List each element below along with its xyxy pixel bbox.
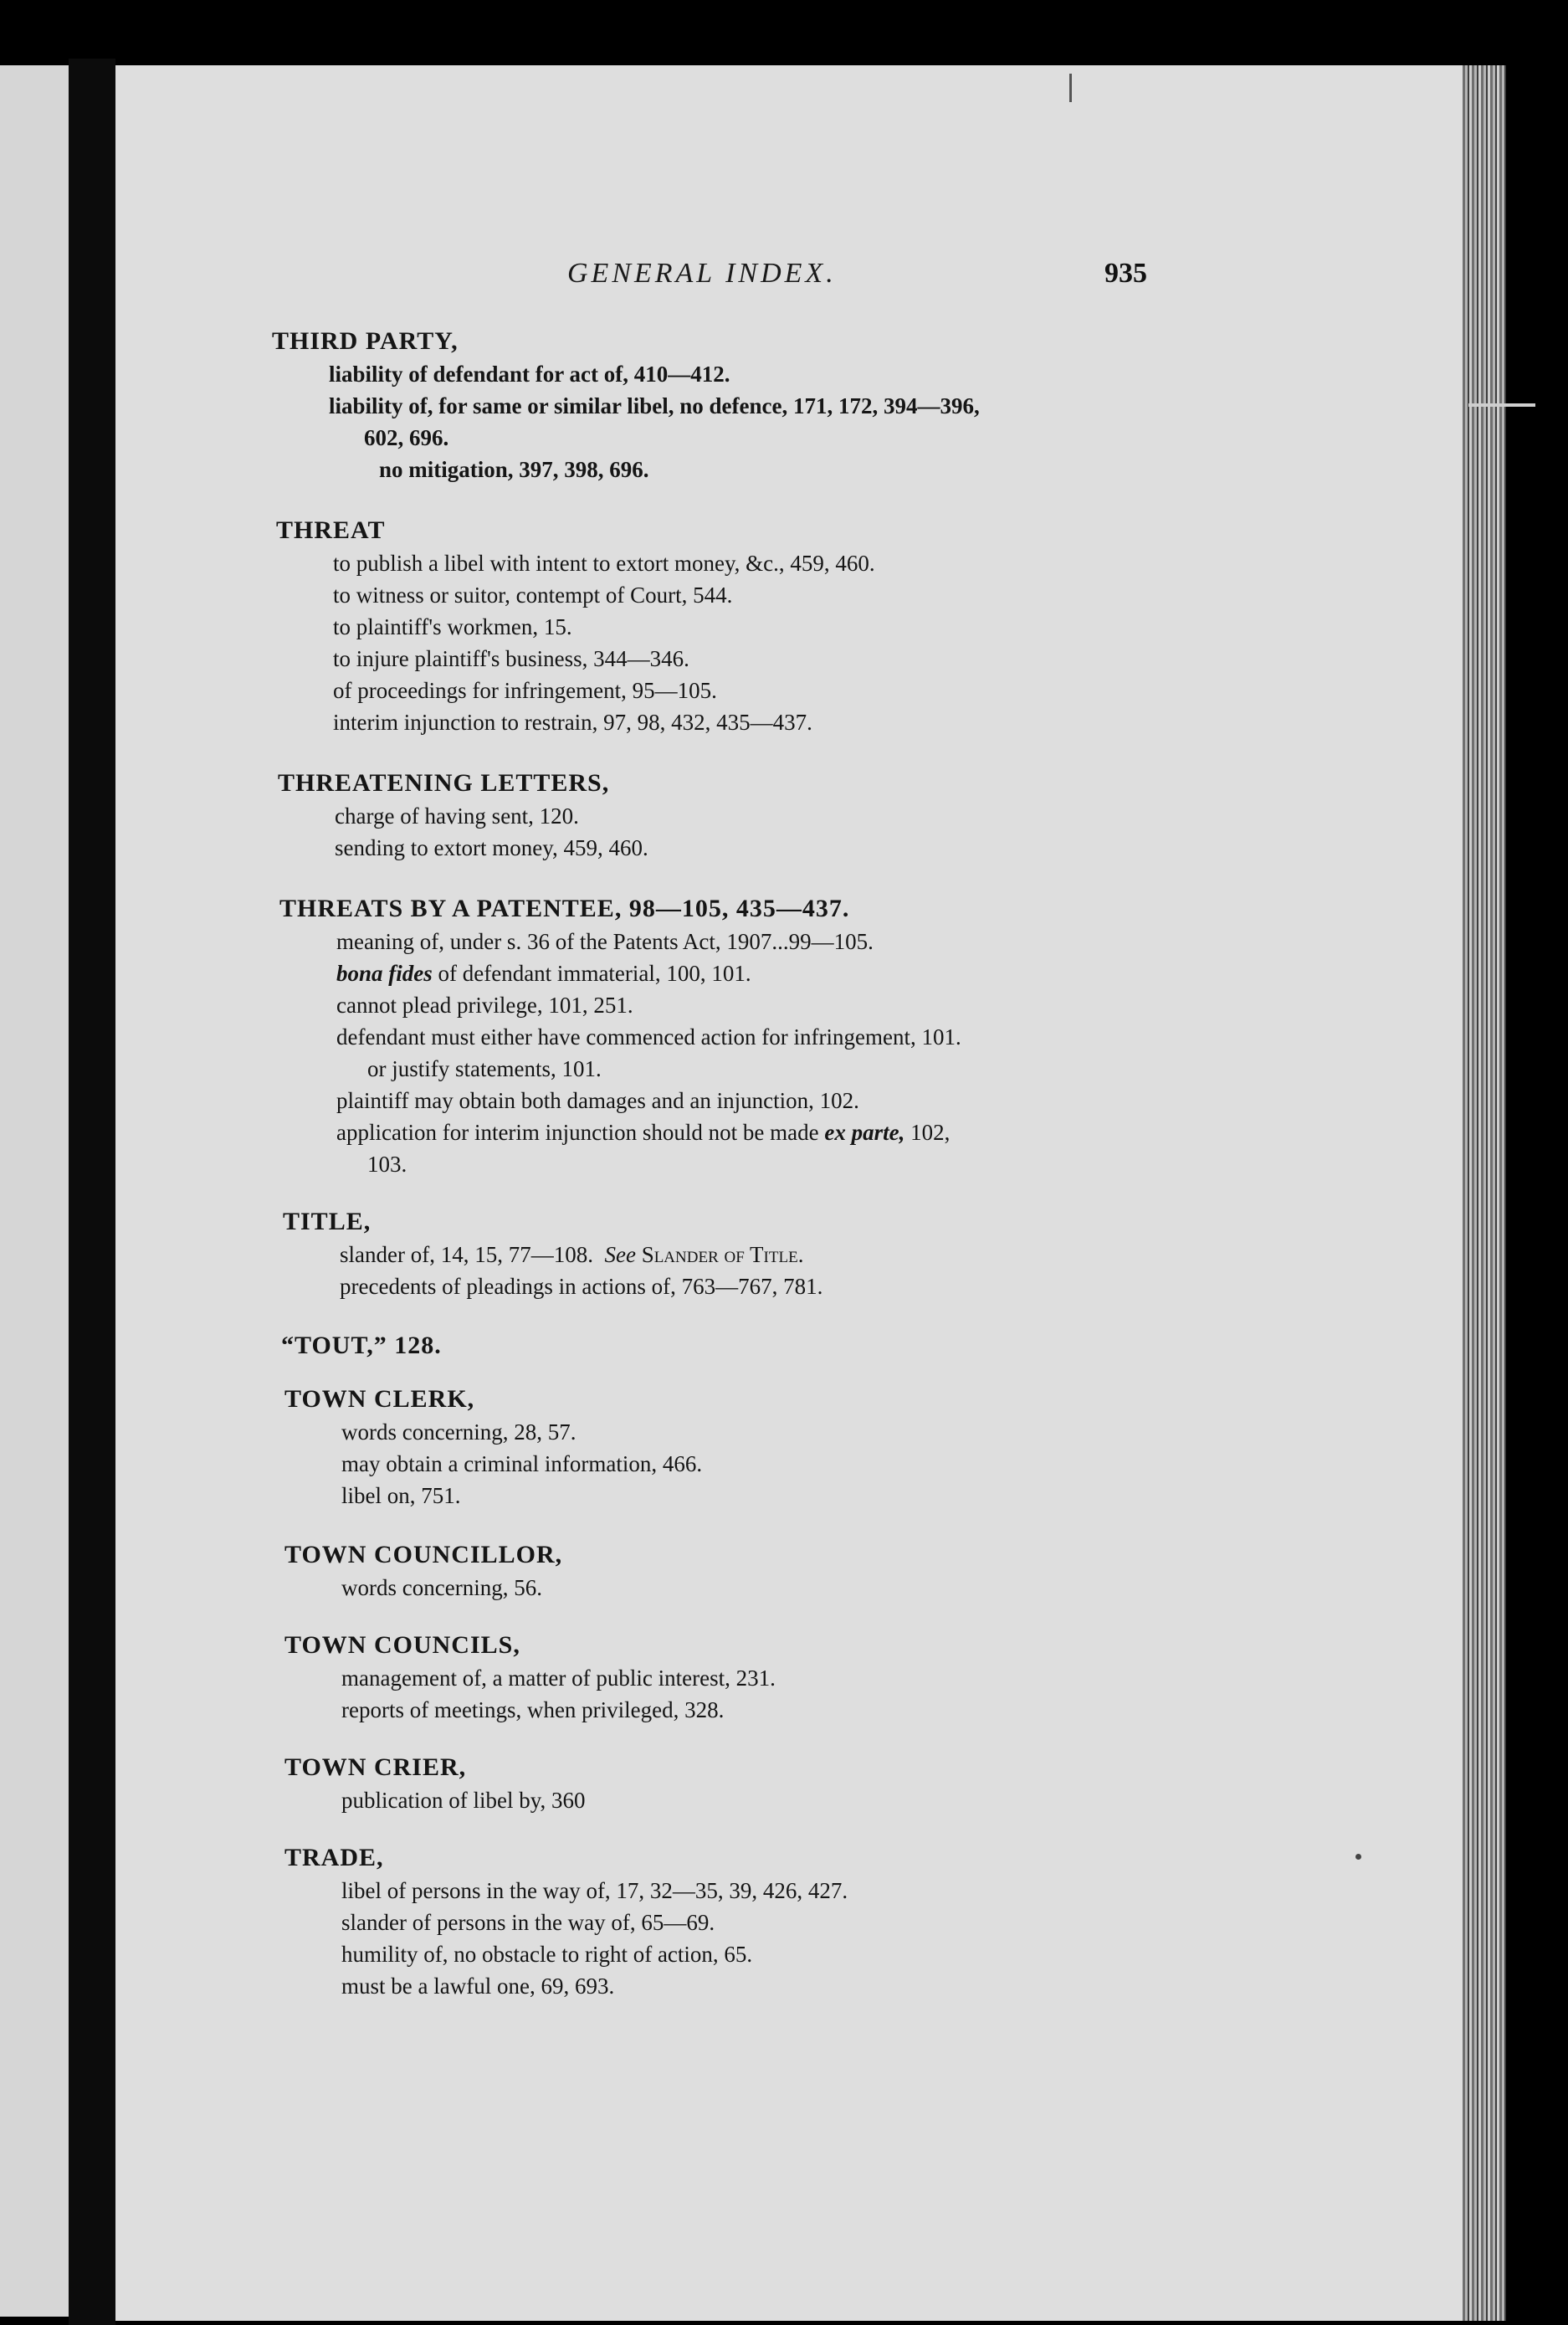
entry-subline: charge of having sent, 120. <box>335 803 579 829</box>
running-head: GENERAL INDEX. <box>567 258 837 289</box>
entry-subline-text: of defendant immaterial, 100, 101. <box>438 961 751 986</box>
entry-subline: precedents of pleadings in actions of, 763—767, 781. <box>340 1274 823 1299</box>
index-entry-third-party <box>272 325 980 485</box>
entry-subline: to plaintiff's workmen, 15. <box>333 614 572 639</box>
book-gutter <box>69 59 115 2325</box>
entry-subline: plaintiff may obtain both damages and an injunction, 102. <box>336 1088 859 1113</box>
entry-heading: THIRD PARTY, <box>272 327 459 355</box>
entry-heading: TOWN COUNCILLOR, <box>284 1541 563 1568</box>
index-entry-threatening-letters <box>278 767 648 864</box>
entry-subline: 602, 696. <box>364 425 449 450</box>
entry-heading: “TOUT,” 128. <box>281 1332 442 1359</box>
entry-subline <box>340 1239 822 1270</box>
scan-mark <box>1069 74 1072 102</box>
ink-speck <box>1355 1854 1361 1860</box>
entry-subline: liability of defendant for act of, 410—412. <box>329 362 730 387</box>
index-entry-threats-by-a-patentee <box>279 892 961 1180</box>
entry-heading: TOWN CRIER, <box>284 1753 467 1781</box>
latin-phrase: ex parte, <box>824 1120 905 1145</box>
index-entry-town-clerk <box>284 1383 702 1512</box>
entry-heading: THREATS BY A PATENTEE, 98—105, 435—437. <box>279 895 850 922</box>
index-entry-town-councillor <box>284 1538 562 1604</box>
entry-subline: cannot plead privilege, 101, 251. <box>336 993 633 1018</box>
index-entry-trade <box>284 1841 848 2002</box>
entry-subline: libel on, 751. <box>341 1483 461 1508</box>
entry-subline-text: slander of, 14, 15, 77—108. <box>340 1242 593 1267</box>
entry-subline: sending to extort money, 459, 460. <box>335 835 648 860</box>
facing-page-edge <box>0 65 69 2317</box>
latin-phrase: bona fides <box>336 961 433 986</box>
entry-subline: meaning of, under s. 36 of the Patents Act, 1907...99—105. <box>336 929 874 954</box>
entry-subline: to publish a libel with intent to extort money, &c., 459, 460. <box>333 551 875 576</box>
entry-subline: libel of persons in the way of, 17, 32—35, 39, 426, 427. <box>341 1878 848 1903</box>
entry-heading: TITLE, <box>283 1208 372 1235</box>
entry-subline: publication of libel by, 360 <box>341 1788 586 1813</box>
entry-subline: 103. <box>367 1152 407 1177</box>
entry-subline-text: application for interim injunction should not be made <box>336 1120 819 1145</box>
entry-subline: to witness or suitor, contempt of Court, 544. <box>333 583 733 608</box>
entry-subline-text: 102, <box>910 1120 951 1145</box>
index-entry-tout <box>281 1329 442 1363</box>
index-entry-town-councils <box>284 1629 776 1726</box>
entry-heading: THREAT <box>276 516 386 544</box>
entry-subline: reports of meetings, when privileged, 328. <box>341 1697 725 1722</box>
index-entry-town-crier <box>284 1751 585 1816</box>
entry-subline: words concerning, 28, 57. <box>341 1419 576 1445</box>
entry-subline: interim injunction to restrain, 97, 98, 432, 435—437. <box>333 710 812 735</box>
entry-heading: TRADE, <box>284 1844 384 1871</box>
entry-subline: may obtain a criminal information, 466. <box>341 1451 703 1476</box>
entry-subline: of proceedings for infringement, 95—105. <box>333 678 717 703</box>
entry-subline: must be a lawful one, 69, 693. <box>341 1973 615 1999</box>
entry-subline: humility of, no obstacle to right of action, 65. <box>341 1942 753 1967</box>
entry-subline: or justify statements, 101. <box>367 1056 602 1081</box>
entry-subline: defendant must either have commenced action for infringement, 101. <box>336 1024 961 1050</box>
entry-heading: TOWN CLERK, <box>284 1385 475 1413</box>
entry-subline <box>336 957 961 989</box>
entry-heading: THREATENING LETTERS, <box>278 769 610 797</box>
edge-mark <box>1468 403 1535 407</box>
entry-subline: slander of persons in the way of, 65—69. <box>341 1910 715 1935</box>
entry-subline: management of, a matter of public interest, 231. <box>341 1665 776 1691</box>
index-entry-title <box>283 1205 822 1302</box>
entry-subline: words concerning, 56. <box>341 1575 542 1600</box>
entry-heading: TOWN COUNCILS, <box>284 1631 520 1659</box>
page-number: 935 <box>1104 258 1147 289</box>
entry-subline: no mitigation, 397, 398, 696. <box>379 457 649 482</box>
cross-reference-target: Slander of Title. <box>641 1242 804 1267</box>
index-entry-threat <box>276 514 875 738</box>
entry-subline: to injure plaintiff's business, 344—346. <box>333 646 689 671</box>
entry-subline: liability of, for same or similar libel, no defence, 171, 172, 394—396, <box>329 393 980 418</box>
entry-subline <box>336 1116 961 1148</box>
cross-reference-see: See <box>604 1242 636 1267</box>
